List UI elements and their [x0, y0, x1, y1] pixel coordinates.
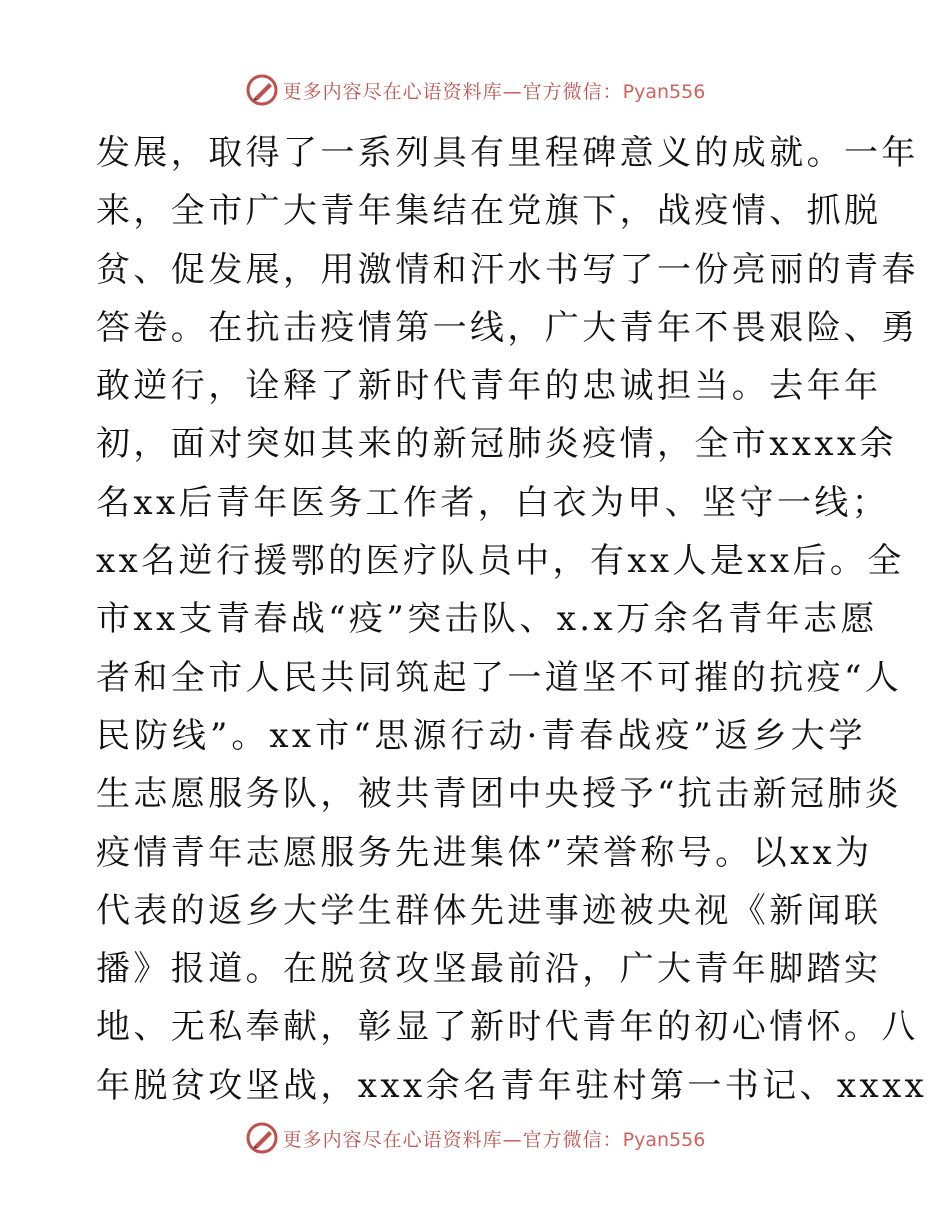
body-line: 初，面对突如其来的新冠肺炎疫情，全市xxxx余: [96, 424, 897, 465]
pen-logo-icon: [245, 1121, 279, 1155]
document-body: [96, 124, 928, 1115]
header-banner-text: [283, 77, 706, 104]
header-banner: [0, 70, 950, 110]
pen-logo-icon: [245, 73, 279, 107]
body-line: 答卷。在抗击疫情第一线，广大青年不畏艰险、勇: [96, 307, 919, 348]
footer-banner: [0, 1118, 950, 1158]
body-line: 贫、促发展，用激情和汗水书写了一份亮丽的青春: [96, 249, 919, 290]
body-line: 播》报道。在脱贫攻坚最前沿，广大青年脚踏实: [96, 949, 882, 990]
header-banner-handle: Pyan556: [622, 80, 706, 103]
body-line: 者和全市人民共同筑起了一道坚不可摧的抗疫“人: [96, 657, 903, 698]
body-line: xx名逆行援鄂的医疗队员中，有xx人是xx后。全: [96, 541, 905, 582]
body-line: 民防线”。xx市“思源行动·青春战疫”返乡大学: [96, 715, 866, 756]
body-line: 名xx后青年医务工作者，白衣为甲、坚守一线；: [96, 482, 890, 523]
header-banner-main: 更多内容尽在心语资料库—官方微信：: [282, 80, 623, 103]
body-line: 发展，取得了一系列具有里程碑意义的成就。一年: [96, 133, 919, 173]
body-line: 生志愿服务队，被共青团中央授予“抗击新冠肺炎: [96, 774, 903, 815]
body-line: 敢逆行，诠释了新时代青年的忠诚担当。去年年: [96, 366, 882, 407]
footer-banner-text: [283, 1125, 706, 1152]
body-line: 代表的返乡大学生群体先进事迹被央视《新闻联: [96, 890, 882, 931]
body-line: 来，全市广大青年集结在党旗下，战疫情、抓脱: [96, 191, 882, 232]
footer-banner-main: 更多内容尽在心语资料库—官方微信：: [282, 1128, 623, 1151]
body-line: 年脱贫攻坚战，xxx余名青年驻村第一书记、xxxx: [96, 1065, 928, 1106]
body-line: 疫情青年志愿服务先进集体”荣誉称号。以xx为: [96, 832, 873, 873]
body-line: 地、无私奉献，彰显了新时代青年的初心情怀。八: [96, 1007, 919, 1048]
body-line: 市xx支青春战“疫”突击队、x.x万余名青年志愿: [96, 599, 878, 640]
footer-banner-handle: Pyan556: [622, 1128, 706, 1151]
